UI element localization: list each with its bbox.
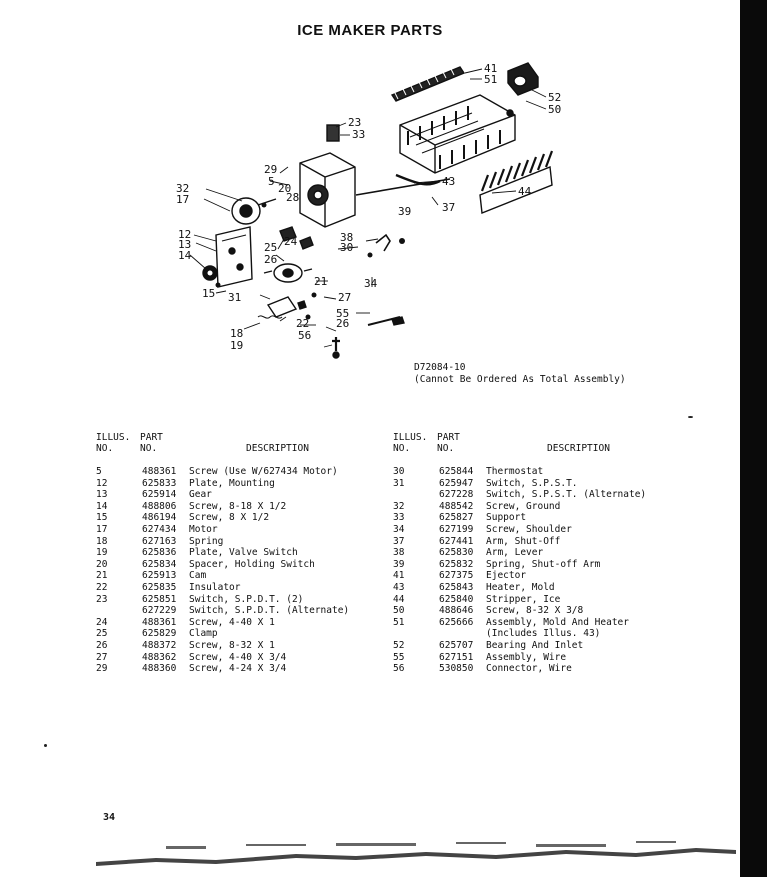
part-no-cell: 488542 <box>439 500 474 512</box>
callout-label: 15 <box>202 287 216 300</box>
description-cell: Screw, 4-24 X 3/4 <box>189 663 287 675</box>
inlet-part <box>508 63 538 95</box>
description-cell: Assembly, Mold And Heater <box>486 616 629 628</box>
illus-no-cell: 38 <box>393 547 405 559</box>
description-cell: Arm, Lever <box>486 547 544 559</box>
illus-no-cell: 18 <box>96 535 108 547</box>
illus-no-cell: 39 <box>393 558 405 570</box>
description-cell: Screw, 8-32 X 3/8 <box>486 605 584 617</box>
illus-no-cell: 23 <box>96 593 108 605</box>
part-no-cell: 488361 <box>142 616 177 628</box>
scan-black-edge <box>740 0 767 877</box>
part-no-cell: 627151 <box>439 651 474 663</box>
callout-label: 37 <box>442 201 456 214</box>
header-illus-no: ILLUS. NO. <box>96 432 131 454</box>
part-no-cell: 627199 <box>439 523 474 535</box>
callout-label: 50 <box>548 103 562 116</box>
part-no-cell: 627229 <box>142 605 177 617</box>
illus-no-cell: 14 <box>96 500 108 512</box>
callout-label: 21 <box>314 275 328 288</box>
illus-no-cell: 34 <box>393 523 405 535</box>
callout-label: 51 <box>484 73 498 86</box>
illus-no-cell: 19 <box>96 547 108 559</box>
description-cell: Spring, Shut-off Arm <box>486 558 601 570</box>
description-cell: Motor <box>189 523 218 535</box>
illus-no-cell: 31 <box>393 477 405 489</box>
callout-label: 22 <box>296 317 310 330</box>
description-cell: Connector, Wire <box>486 663 572 675</box>
callout-label: 19 <box>230 339 244 352</box>
part-no-cell: 625844 <box>439 466 474 477</box>
callout-label: 33 <box>352 128 366 141</box>
illus-no-cell: 21 <box>96 570 108 582</box>
header-part-no: PART NO. <box>140 432 163 454</box>
header-part-no: PART NO. <box>437 432 460 454</box>
callout-label: 31 <box>228 291 242 304</box>
part-no-cell: 625840 <box>439 593 474 605</box>
stripper-part <box>480 151 552 213</box>
callout-label: 20 <box>278 182 292 195</box>
callout-label: 52 <box>548 91 562 104</box>
illus-no-cell: 52 <box>393 639 405 651</box>
illus-no-cell: 29 <box>96 663 108 675</box>
description-cell: Support <box>486 512 527 524</box>
part-no-cell: 625829 <box>142 628 177 640</box>
callout-label: 17 <box>176 193 190 206</box>
header-description: DESCRIPTION <box>246 443 309 454</box>
part-no-cell: 627434 <box>142 523 177 535</box>
callout-label: 55 <box>336 307 350 320</box>
wire-connector-part <box>332 337 340 351</box>
description-cell: Insulator <box>189 581 241 593</box>
part-no-cell: 627375 <box>439 570 474 582</box>
cam-part <box>264 264 312 282</box>
callout-label: 25 <box>264 241 278 254</box>
callout-label: 44 <box>518 185 532 198</box>
callout-label: 27 <box>338 291 352 304</box>
diagram-caption <box>414 362 626 386</box>
part-no-cell: 627441 <box>439 535 474 547</box>
description-cell: Screw, Ground <box>486 500 561 512</box>
callout-label: 28 <box>286 191 300 204</box>
callout-label: 13 <box>178 238 192 251</box>
part-no-cell: 625947 <box>439 477 474 489</box>
description-cell: Ejector <box>486 570 527 582</box>
illus-no-cell: 17 <box>96 523 108 535</box>
illus-no-cell: 51 <box>393 616 405 628</box>
part-no-cell: 488361 <box>142 466 177 477</box>
illus-no-cell: 12 <box>96 477 108 489</box>
description-cell: Spacer, Holding Switch <box>189 558 315 570</box>
support-housing-part <box>300 125 355 227</box>
part-no-cell: 488806 <box>142 500 177 512</box>
motor-part <box>232 198 276 224</box>
description-cell: Thermostat <box>486 466 544 477</box>
description-cell: Bearing And Inlet <box>486 639 584 651</box>
page-title: ICE MAKER PARTS <box>297 22 443 39</box>
illus-no-cell: 43 <box>393 581 405 593</box>
illus-no-cell: 26 <box>96 639 108 651</box>
page-number: 34 <box>103 812 116 823</box>
callout-label: 24 <box>284 235 298 248</box>
description-cell: Screw, 4-40 X 1 <box>189 616 275 628</box>
callout-label: 32 <box>176 182 190 195</box>
callout-label: 5 <box>268 175 275 188</box>
callout-label: 34 <box>364 277 378 290</box>
part-no-cell: 625827 <box>439 512 474 524</box>
callout-label: 29 <box>264 163 278 176</box>
part-no-cell: 625832 <box>439 558 474 570</box>
part-no-cell: 488646 <box>439 605 474 617</box>
part-no-cell: 625836 <box>142 547 177 559</box>
callout-label: 12 <box>178 228 192 241</box>
description-cell: (Includes Illus. 43) <box>486 628 601 640</box>
callout-label: 26 <box>336 317 350 330</box>
illus-no-cell: 20 <box>96 558 108 570</box>
description-cell: Cam <box>189 570 207 582</box>
description-cell: Switch, S.P.D.T. (2) <box>189 593 304 605</box>
part-no-cell: 488360 <box>142 663 177 675</box>
callout-label: 30 <box>340 241 354 254</box>
illus-no-cell: 32 <box>393 500 405 512</box>
mold-assembly-part <box>400 95 515 173</box>
callout-label: 18 <box>230 327 244 340</box>
description-cell: Stripper, Ice <box>486 593 561 605</box>
illus-no-cell: 22 <box>96 581 108 593</box>
callout-label: 23 <box>348 116 362 129</box>
mounting-plate-part <box>216 227 252 287</box>
description-cell: Switch, S.P.S.T. <box>486 477 578 489</box>
part-no-cell: 625843 <box>439 581 474 593</box>
callout-label: 43 <box>442 175 456 188</box>
description-cell: Screw, 8-32 X 1 <box>189 639 275 651</box>
illus-no-cell: 30 <box>393 466 405 477</box>
description-cell: Spring <box>189 535 224 547</box>
illus-no-cell: 15 <box>96 512 108 524</box>
header-description: DESCRIPTION <box>547 443 610 454</box>
scan-noise-strip <box>96 838 736 868</box>
callout-label: 14 <box>178 249 192 262</box>
scan-speck <box>44 744 47 747</box>
part-no-cell: 486194 <box>142 512 177 524</box>
illus-no-cell: 24 <box>96 616 108 628</box>
part-no-cell: 488362 <box>142 651 177 663</box>
illus-no-cell: 33 <box>393 512 405 524</box>
diagram-note: (Cannot Be Ordered As Total Assembly) <box>414 374 626 385</box>
part-no-cell: 627163 <box>142 535 177 547</box>
description-cell: Plate, Valve Switch <box>189 547 298 559</box>
illus-no-cell: 56 <box>393 663 405 675</box>
illus-no-cell: 5 <box>96 466 102 477</box>
description-cell: Clamp <box>189 628 218 640</box>
illus-no-cell: 50 <box>393 605 405 617</box>
description-cell: Screw, 8 X 1/2 <box>189 512 270 524</box>
description-cell: Screw, 4-40 X 3/4 <box>189 651 287 663</box>
part-no-cell: 627228 <box>439 489 474 501</box>
description-cell: Gear <box>189 489 212 501</box>
illus-no-cell: 13 <box>96 489 108 501</box>
description-cell: Switch, S.P.D.T. (Alternate) <box>189 605 350 617</box>
callout-label: 38 <box>340 231 354 244</box>
description-cell: Assembly, Wire <box>486 651 567 663</box>
illus-no-cell: 55 <box>393 651 405 663</box>
header-illus-no: ILLUS. NO. <box>393 432 428 454</box>
illus-no-cell: 44 <box>393 593 405 605</box>
callout-label: 56 <box>298 329 312 342</box>
part-no-cell: 625834 <box>142 558 177 570</box>
part-no-cell: 625851 <box>142 593 177 605</box>
callout-label: 26 <box>264 253 278 266</box>
part-no-cell: 625913 <box>142 570 177 582</box>
ejector-part <box>392 67 464 101</box>
callout-label: 39 <box>398 205 412 218</box>
part-no-cell: 625830 <box>439 547 474 559</box>
part-no-cell: 625666 <box>439 616 474 628</box>
part-no-cell: 488372 <box>142 639 177 651</box>
exploded-parts-diagram <box>160 55 580 375</box>
description-cell: Screw (Use W/627434 Motor) <box>189 466 338 477</box>
illus-no-cell: 27 <box>96 651 108 663</box>
illus-no-cell: 25 <box>96 628 108 640</box>
part-no-cell: 625707 <box>439 639 474 651</box>
part-no-cell: 625833 <box>142 477 177 489</box>
description-cell: Plate, Mounting <box>189 477 275 489</box>
description-cell: Switch, S.P.S.T. (Alternate) <box>486 489 647 501</box>
illus-no-cell: 41 <box>393 570 405 582</box>
scan-speck <box>688 416 693 418</box>
part-no-cell: 530850 <box>439 663 474 675</box>
part-no-cell: 625835 <box>142 581 177 593</box>
valve-switch-plate-part <box>258 297 306 318</box>
illus-no-cell: 37 <box>393 535 405 547</box>
description-cell: Heater, Mold <box>486 581 555 593</box>
description-cell: Screw, Shoulder <box>486 523 572 535</box>
description-cell: Screw, 8-18 X 1/2 <box>189 500 287 512</box>
diagram-code: D72084-10 <box>414 362 466 373</box>
description-cell: Arm, Shut-Off <box>486 535 561 547</box>
part-no-cell: 625914 <box>142 489 177 501</box>
callout-label: 41 <box>484 62 498 75</box>
